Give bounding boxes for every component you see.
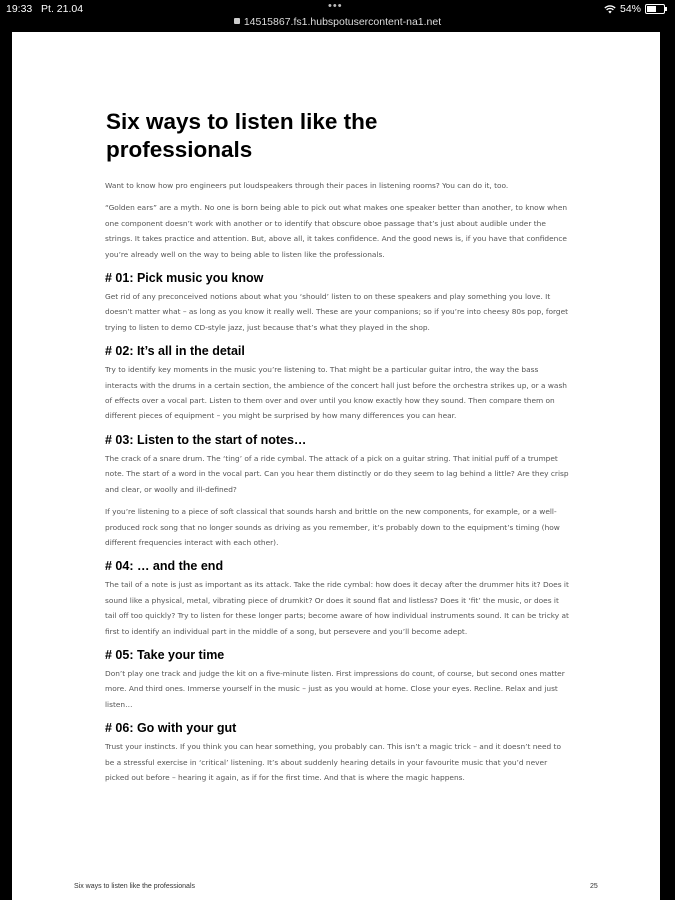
section-paragraph: The crack of a snare drum. The ‘ting’ of a ride cymbal. The attack of a pick on a guitar string. That initial puff of a trumpet note. The start of a word in the vocal part. Can you hear them distinctly or do they seem to lag behind a little? Are they crisp and clear, or woolly and ill-defined? [105,453,569,494]
battery-tip [665,7,667,11]
lock-icon [234,18,240,24]
section-heading: # 05: Take your time [105,647,225,662]
section-heading: # 01: Pick music you know [105,271,264,286]
intro-paragraph-2: “Golden ears” are a myth. No one is born being able to pick out what makes one speaker better than another, to know when one component doesn’t work with another or to identify that obscure oboe passage that’s just about audible under the strings. It takes practice and attention. But, above all, it takes confidence. And the good news is, if you have that confidence you’re already well on the way to being able to listen like the professionals. [105,203,568,259]
status-bar [0,0,675,32]
article-body [105,178,571,792]
status-right-cluster [604,3,665,15]
footer-page-number: 25 [590,883,598,890]
status-date: Pt. 21.04 [41,3,84,15]
url-text[interactable]: 14515867.fs1.hubspotusercontent-na1.net [243,16,442,28]
section-paragraph: Don’t play one track and judge the kit on a five-minute listen. First impressions do count, of course, but second ones matter more. And third ones. Immerse yourself in the music – just as you would at home. Close your eyes. Recline. Relax and just listen… [105,668,565,709]
status-time: 19:33 [6,3,33,15]
intro-paragraph: Want to know how pro engineers put loudspeakers through their paces in listening rooms? You can do it, too. [105,181,509,190]
section-paragraph: Trust your instincts. If you think you can hear something, you probably can. This isn’t a magic trick – and it doesn’t need to be a stressful exercise in ‘critical’ listening. It’s about suddenly hearing details in your favourite music that you’d never picked out before – hearing it again, as if for the first time. And that is where the magic happens. [105,742,561,782]
address-bar[interactable] [0,16,675,28]
section-heading: # 02: It’s all in the detail [105,344,245,359]
section-heading: # 03: Listen to the start of notes… [105,432,307,447]
section-paragraph: The tail of a note is just as important as its attack. Take the ride cymbal: how does it decay after the drummer hits it? Does it sound like a physical, metal, vibrating piece of drumkit? Or does it sound flat and listless? Does it ‘fit’ the music, or does it tail off too quickly? Try to listen for these longer parts; become aware of how individual instruments sound. It can be tricky at first to identify an individual part in the middle of a song, but persevere and you’ll become adept. [105,580,569,636]
document-page [12,32,660,900]
battery-fill [647,6,656,12]
battery-icon [645,4,665,14]
section-paragraph: If you’re listening to a piece of soft classical that sounds harsh and brittle on the new components, for example, or a well-produced rock song that no longer sounds as driving as you remember, it’s probably down to the equipment’s timing (how different frequencies interact with each other). [105,507,560,547]
section-heading: # 04: … and the end [105,559,224,574]
section-paragraph: Get rid of any preconceived notions about what you ‘should’ listen to on these speakers and play something you love. It doesn’t matter what – as long as you know it really well. These are your companions; so if you’re into cheesy 80s pop, forget trying to listen to demo CD-style jazz, just because that’s what they played in the shop. [105,292,569,332]
battery-percent: 54% [619,3,641,15]
article-title: Six ways to listen like the professionals [106,109,378,162]
wifi-icon [604,5,616,14]
multitasking-dots[interactable]: ••• [328,0,343,12]
footer-running-title: Six ways to listen like the professionals [74,883,195,890]
section-heading: # 06: Go with your gut [105,721,237,736]
status-time-date [6,3,83,15]
section-paragraph: Try to identify key moments in the music you’re listening to. That might be a particular guitar intro, the way the bass interacts with the drums in a certain section, the ambience of the concert hall just before the orchestra strikes up, or a wash of effects over a vocal part. Listen to them over and over until you know exactly how they sound. Then compare them on different pieces of equipment – you might be surprised by how many differences you can hear. [105,365,567,421]
